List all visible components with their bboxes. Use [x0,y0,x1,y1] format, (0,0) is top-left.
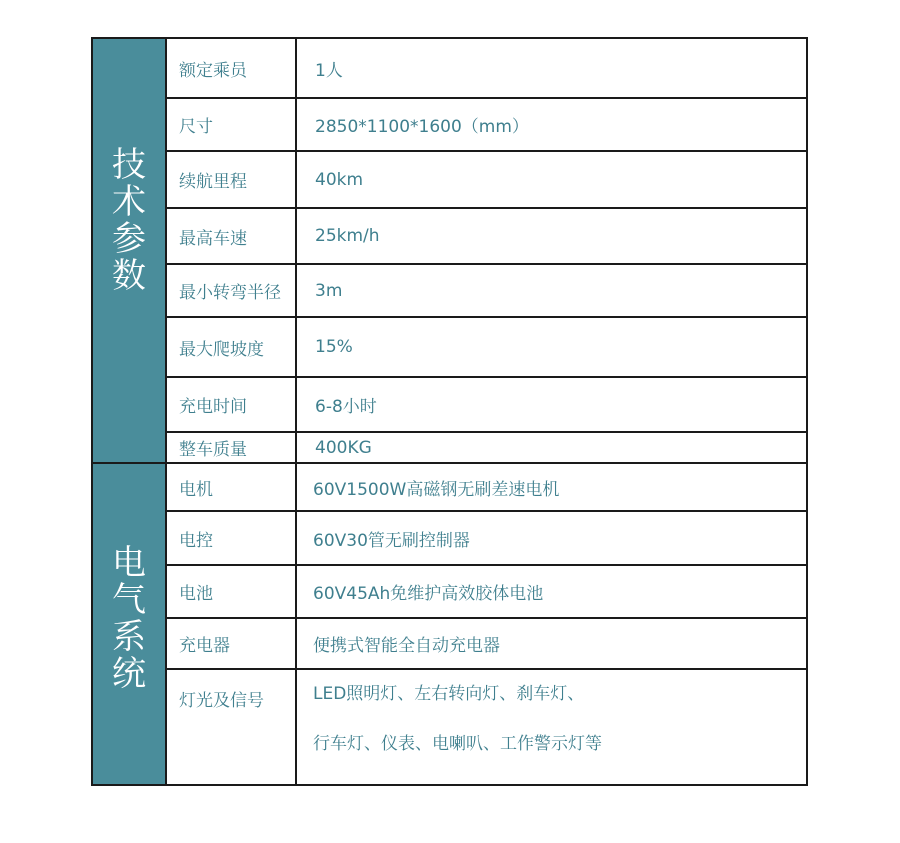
table-row [167,464,806,510]
row-label: 灯光及信号 [167,670,297,784]
row-value: 60V30管无刷控制器 [313,530,470,551]
row-label: 充电时间 [167,378,297,431]
row-value: 400KG [315,437,372,458]
section-technical-parameters [93,39,806,462]
table-row [167,617,806,668]
section-title-technical [93,39,167,462]
row-value-line: 行车灯、仪表、电喇叭、工作警示灯等 [313,734,602,754]
table-row [167,207,806,263]
row-label: 最高车速 [167,209,297,263]
table-row [167,668,806,784]
table-row [167,376,806,431]
row-value: 1人 [315,60,343,81]
section-title-text: 技术参数 [112,144,146,296]
spec-table [91,37,808,786]
section-title-text: 电气系统 [112,543,146,694]
section-electrical-system [93,462,806,784]
row-value-multiline [297,670,806,784]
row-value: 15% [315,337,353,357]
row-label: 额定乘员 [167,39,297,97]
row-label: 续航里程 [167,152,297,207]
row-label: 尺寸 [167,99,297,150]
row-value: 60V45Ah免维护高效胶体电池 [313,584,544,604]
table-row [167,97,806,150]
technical-rows [167,39,806,462]
section-title-electrical [93,464,167,784]
row-value: 便携式智能全自动充电器 [313,636,500,656]
row-value: 60V1500W高磁钢无刷差速电机 [313,479,560,500]
row-value: 25km/h [315,226,380,246]
table-row [167,263,806,316]
row-label: 最小转弯半径 [167,265,297,316]
table-row [167,316,806,376]
row-value-line: LED照明灯、左右转向灯、刹车灯、 [313,684,585,704]
row-label: 最大爬坡度 [167,318,297,376]
table-row [167,564,806,617]
row-value: 3m [315,280,343,301]
table-row [167,150,806,207]
row-label: 充电器 [167,619,297,668]
row-value: 6-8小时 [315,397,377,417]
electrical-rows [167,464,806,784]
row-label: 电池 [167,566,297,617]
table-row [167,39,806,97]
row-value: 40km [315,169,364,190]
row-label: 整车质量 [167,433,297,462]
row-label: 电机 [167,464,297,510]
table-row [167,431,806,462]
row-label: 电控 [167,512,297,564]
table-row [167,510,806,564]
row-value: 2850*1100*1600（mm） [315,117,529,137]
